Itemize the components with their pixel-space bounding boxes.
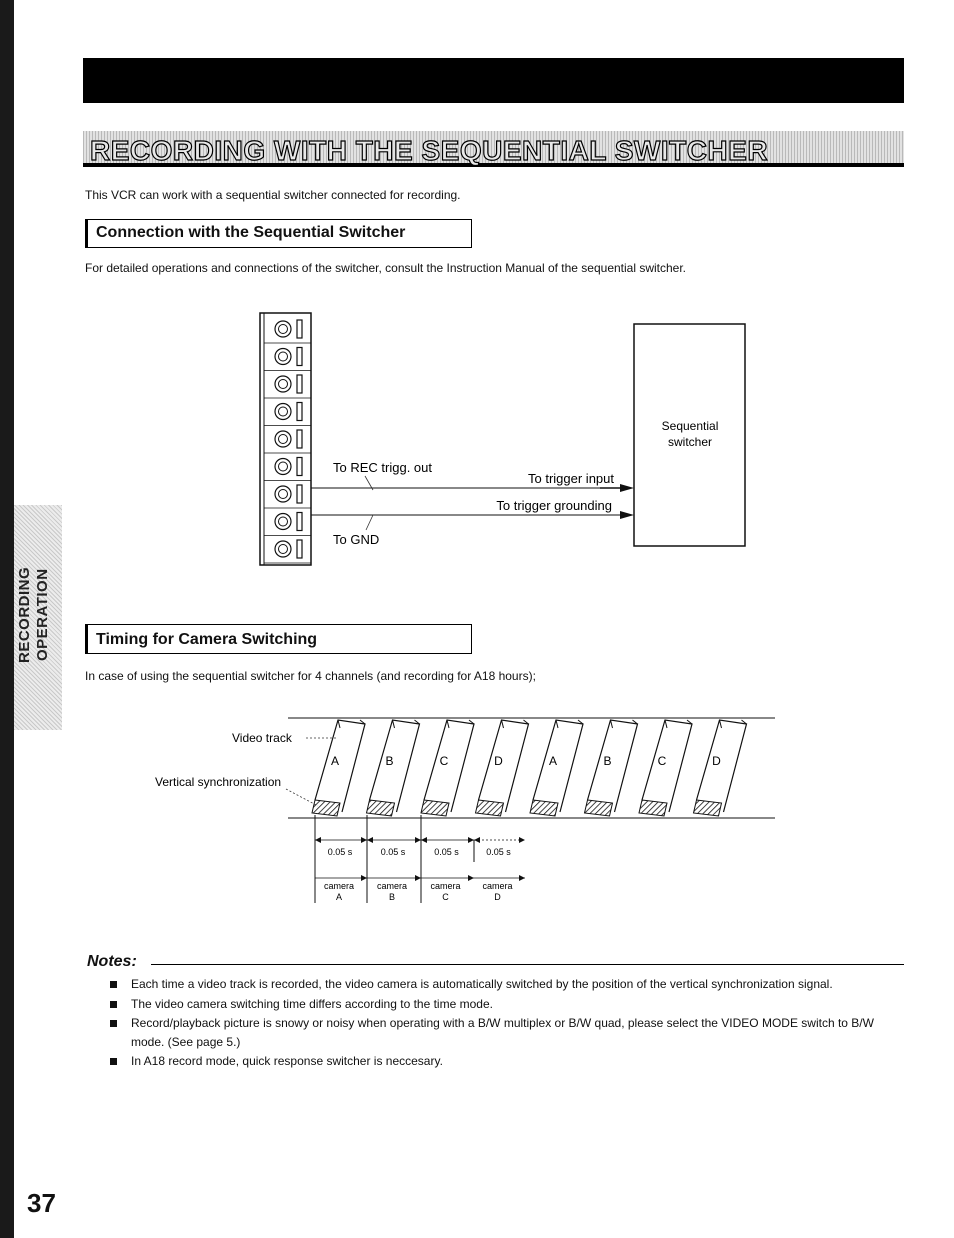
track-label: A [330, 754, 340, 768]
svg-text:camera: camera [323, 881, 355, 891]
timing-description: In case of using the sequential switcher for 4 channels (and recording for A18 hours); [85, 669, 536, 683]
trigger-grounding-label: To trigger grounding [496, 498, 612, 513]
page-title: RECORDING WITH THE SEQUENTIAL SWITCHER [90, 135, 769, 166]
screw-terminal [264, 485, 311, 508]
vertical-sync-label: Vertical synchronization [155, 775, 282, 789]
video-track-2 [367, 720, 420, 816]
gnd-label: To GND [333, 532, 380, 547]
screw-terminal [264, 458, 311, 481]
gnd-leader [366, 515, 373, 530]
svg-text:C: C [442, 892, 449, 902]
section-heading-timing: Timing for Camera Switching [85, 624, 472, 654]
svg-text:A: A [335, 892, 343, 902]
video-track-4 [476, 720, 529, 816]
track-label: C [439, 754, 449, 768]
camera-label [315, 875, 367, 902]
video-track-7 [639, 720, 692, 816]
video-track-1 [312, 720, 365, 816]
vertical-sync-mark [585, 800, 613, 816]
screw-terminal [264, 540, 311, 563]
trigger-input-label: To trigger input [528, 471, 614, 486]
vertical-sync-mark [312, 800, 340, 816]
note-item: In A18 record mode, quick response switcher is neccesary. [110, 1052, 900, 1071]
section-heading-connection: Connection with the Sequential Switcher [85, 219, 472, 248]
screw-terminal [264, 513, 311, 536]
vertical-sync-mark [639, 800, 667, 816]
vertical-sync-leader [286, 789, 318, 806]
arrow-trigger-grounding [620, 511, 634, 519]
note-item: The video camera switching time differs according to the time mode. [110, 995, 900, 1014]
camera-label [421, 875, 474, 902]
screw-terminal [264, 375, 311, 398]
svg-text:B: B [388, 892, 396, 902]
connection-description: For detailed operations and connections of the switcher, consult the Instruction Manual of the sequential switcher. [85, 261, 687, 275]
track-label: C [657, 754, 667, 768]
terminal-block [260, 313, 311, 565]
screw-terminal [264, 320, 311, 343]
track-label: D [712, 754, 721, 768]
camera-label [474, 875, 525, 902]
vertical-sync-mark [421, 800, 449, 816]
screw-terminal [264, 348, 311, 371]
switcher-label-line2: switcher [667, 435, 713, 449]
svg-text:camera: camera [430, 881, 461, 891]
vertical-sync-mark [367, 800, 395, 816]
track-label: B [385, 754, 394, 768]
svg-text:camera: camera [482, 881, 513, 891]
page-number: 37 [27, 1188, 56, 1218]
side-tab-line-2: OPERATION [34, 568, 51, 662]
video-track-label: Video track [232, 731, 292, 745]
side-tab-line-1: RECORDING [16, 566, 33, 664]
interval-label: 0.05 s [327, 847, 353, 857]
interval-label: 0.05 s [434, 847, 459, 857]
notes-rule [151, 964, 904, 965]
vertical-sync-mark [530, 800, 558, 816]
track-label: B [603, 754, 612, 768]
vertical-sync-mark [476, 800, 504, 816]
note-item: Record/playback picture is snowy or noisy when operating with a B/W multiplex or B/W quad, please select the VIDEO MODE switch to B/W mode. (See page 5.) [110, 1014, 900, 1051]
intro-text: This VCR can work with a sequential switcher connected for recording. [85, 188, 461, 202]
interval-marker [474, 837, 525, 857]
svg-text:D: D [494, 892, 501, 902]
video-track-3 [421, 720, 474, 816]
video-track-6 [585, 720, 638, 816]
timing-diagram [0, 700, 954, 920]
connection-diagram [0, 0, 954, 600]
note-item: Each time a video track is recorded, the video camera is automatically switched by the position of the vertical synchronization signal. [110, 975, 900, 994]
video-track-8 [694, 720, 747, 816]
notes-title: Notes: [87, 953, 137, 970]
camera-label [367, 875, 421, 902]
track-label: D [494, 754, 503, 768]
video-track-5 [530, 720, 583, 816]
interval-marker [421, 837, 474, 857]
interval-marker [367, 837, 421, 857]
switcher-label-line1: Sequential [661, 419, 719, 433]
interval-label: 0.05 s [486, 847, 511, 857]
interval-label: 0.05 s [380, 847, 406, 857]
vertical-sync-mark [694, 800, 722, 816]
notes-list [110, 975, 900, 1072]
track-label: A [548, 754, 558, 768]
rec-trigg-label: To REC trigg. out [333, 460, 432, 475]
screw-terminal [264, 403, 311, 426]
interval-marker [315, 837, 367, 857]
screw-terminal [264, 430, 311, 453]
svg-text:camera: camera [376, 881, 408, 891]
